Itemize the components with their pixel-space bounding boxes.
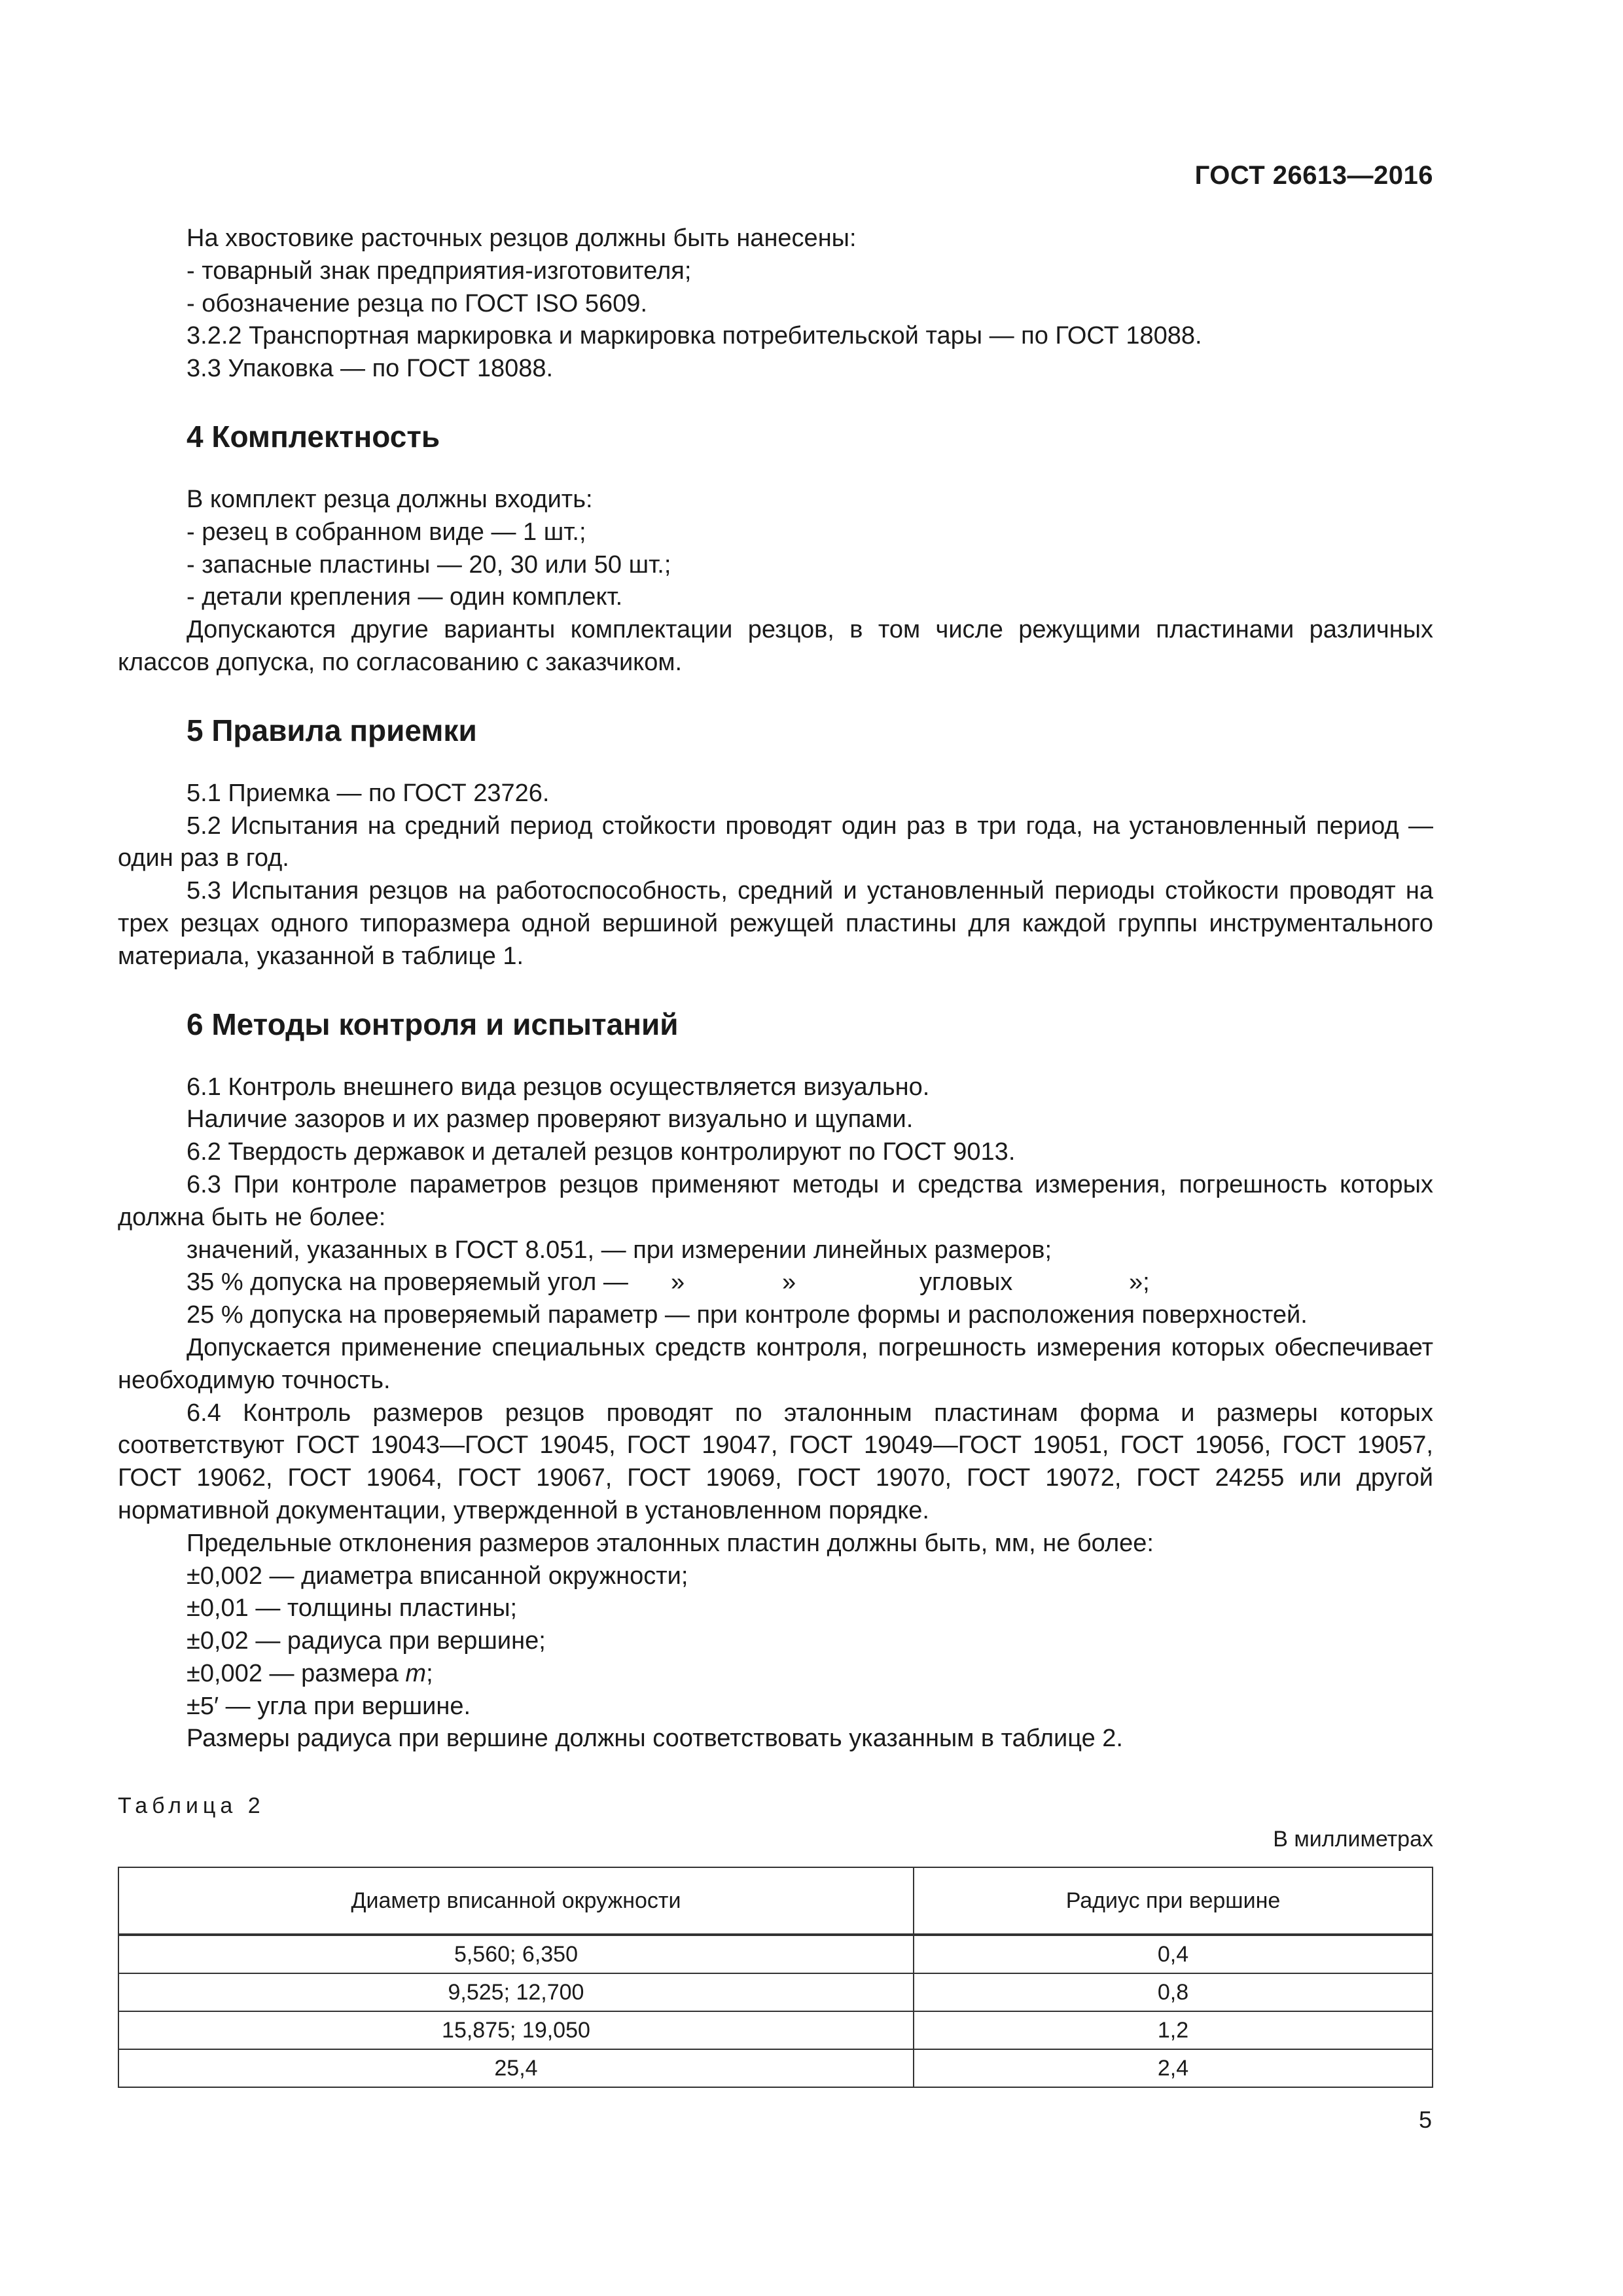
list-item: - запасные пластины — 20, 30 или 50 шт.; [187,550,671,579]
ditto-mark: »; [1129,1268,1150,1297]
table-row [118,2049,1433,2087]
ditto-text: 35 % допуска на проверяемый угол — [187,1268,628,1297]
clause-5-1: 5.1 Приемка — по ГОСТ 23726. [187,779,550,807]
tolerance-item: ±0,01 — толщины пластины; [187,1594,518,1623]
symbol-m: m [405,1659,427,1687]
table-caption: Таблица 2 [118,1793,265,1819]
table-cell: 25,4 [118,2049,914,2087]
text-line: На хвостовике расточных резцов должны быть нанесены: [187,224,857,252]
tolerance-text: ±0,002 — размера [187,1659,406,1687]
paragraph: Допускаются другие варианты комплектации резцов, в том числе режущими пластинами различных классов допуска, по согласованию с заказчиком. [118,616,1433,676]
clause-3-2-2: 3.2.2 Транспортная маркировка и маркировка потребительской тары — по ГОСТ 18088. [187,322,1202,350]
page-body [118,223,1433,2088]
table-cell: 0,4 [914,1935,1433,1973]
list-item: - обозначение резца по ГОСТ ISO 5609. [187,289,648,317]
section-4-heading: 4 Комплектность [187,419,440,454]
clause-6-2: 6.2 Твердость державок и деталей резцов контролируют по ГОСТ 9013. [187,1138,1016,1166]
ditto-mark: » [782,1268,796,1297]
table-2 [118,1867,1433,2088]
section-6-heading: 6 Методы контроля и испытаний [187,1007,679,1041]
ditto-row [118,1266,1433,1299]
text-line: В комплект резца должны входить: [187,485,593,513]
text-line: Наличие зазоров и их размер проверяют визуально и щупами. [187,1105,914,1134]
column-header: Диаметр вписанной окружности [118,1867,914,1935]
table-row [118,2011,1433,2049]
table-cell: 15,875; 19,050 [118,2011,914,2049]
tolerance-item: ±0,002 — диаметра вписанной окружности; [187,1562,688,1590]
text-line: значений, указанных в ГОСТ 8.051, — при измерении линейных размеров; [187,1236,1052,1264]
ditto-word: угловых [919,1268,1013,1297]
table-unit: В миллиметрах [1273,1827,1433,1852]
paragraph: Допускается применение специальных средств контроля, погрешность измерения которых обеспечивает необходимую точность. [118,1333,1433,1394]
clause-5-3: 5.3 Испытания резцов на работоспособность, средний и установленный периоды стойкости проводят на трех резцах одного типоразмера одной вершиной режущей пластины для каждой группы инструментального материала, указанной в таблице 1. [118,877,1433,970]
list-item: - резец в собранном виде — 1 шт.; [187,518,586,546]
table-cell: 2,4 [914,2049,1433,2087]
tolerance-item [118,1658,1433,1691]
table-header-row [118,1867,1433,1935]
clause-3-3: 3.3 Упаковка — по ГОСТ 18088. [187,355,554,383]
table-row [118,1973,1433,2011]
page-number: 5 [1418,2106,1432,2133]
section-5-heading: 5 Правила приемки [187,713,477,747]
tolerance-item: ±0,02 — радиуса при вершине; [187,1627,546,1655]
list-item: - товарный знак предприятия-изготовителя; [187,257,692,285]
table-cell: 9,525; 12,700 [118,1973,914,2011]
ditto-mark: » [671,1268,685,1297]
clause-6-3: 6.3 При контроле параметров резцов применяют методы и средства измерения, погрешность которых должна быть не более: [118,1170,1433,1231]
text-line: 25 % допуска на проверяемый параметр — при контроле формы и расположения поверхностей. [187,1301,1308,1329]
list-item: - детали крепления — один комплект. [187,583,623,611]
document-code: ГОСТ 26613—2016 [1194,161,1433,190]
table-row [118,1935,1433,1973]
table-cell: 0,8 [914,1973,1433,2011]
clause-5-2: 5.2 Испытания на средний период стойкости проводят один раз в три года, на установленный период — один раз в год. [118,812,1433,872]
table-cell: 5,560; 6,350 [118,1935,914,1973]
tolerance-item: ±5′ — угла при вершине. [187,1692,471,1720]
text-line: Размеры радиуса при вершине должны соответствовать указанным в таблице 2. [187,1725,1123,1753]
text-line: Предельные отклонения размеров эталонных пластин должны быть, мм, не более: [187,1529,1154,1557]
table-cell: 1,2 [914,2011,1433,2049]
clause-6-1: 6.1 Контроль внешнего вида резцов осуществляется визуально. [187,1073,930,1101]
column-header: Радиус при вершине [914,1867,1433,1935]
punctuation: ; [426,1659,433,1687]
clause-6-4: 6.4 Контроль размеров резцов проводят по эталонным пластинам форма и размеры которых соответствуют ГОСТ 19043—ГОСТ 19045, ГОСТ 19047, ГОСТ 19049—ГОСТ 19051, ГОСТ 19056, ГОСТ 19057, ГОСТ 19062, ГОСТ 19064, ГОСТ 19067, ГОСТ 19069, ГОСТ 19070, ГОСТ 19072, ГОСТ 24255 или другой нормативной документации, утвержденной в установленном порядке. [118,1399,1433,1524]
